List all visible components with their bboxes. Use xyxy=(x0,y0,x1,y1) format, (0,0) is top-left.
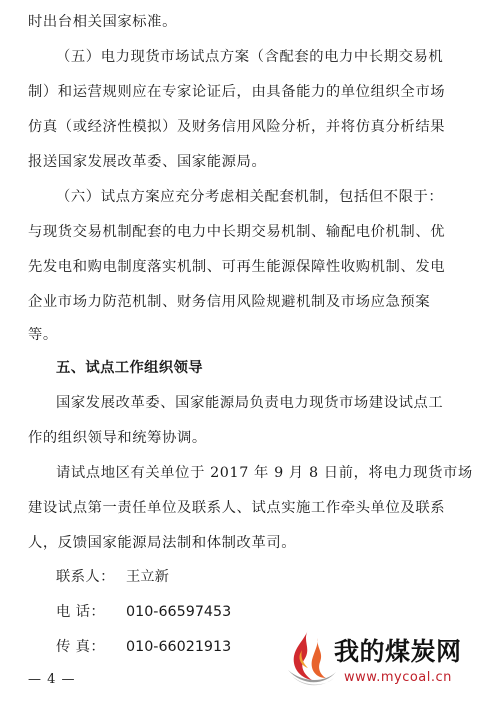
text-line-10: 等。 xyxy=(28,327,58,343)
text-line-16: 人，反馈国家能源局法制和体制改革司。 xyxy=(28,535,297,551)
text-line-12: 国家发展改革委、国家能源局负责电力现货市场建设试点工 xyxy=(56,395,444,411)
section-heading: 五、试点工作组织领导 xyxy=(56,360,203,376)
text-line-8: 先发电和购电制度落实机制、可再生能源保障性收购机制、发电 xyxy=(28,259,446,275)
text-line-1: 时出台相关国家标准。 xyxy=(28,14,177,30)
text-line-15: 建设试点第一责任单位及联系人、试点实施工作牵头单位及联系 xyxy=(28,500,446,516)
text-line-9: 企业市场力防范机制、财务信用风险规避机制及市场应急预案 xyxy=(28,294,431,310)
contact-phone-value: 010-66597453 xyxy=(126,604,232,620)
watermark-url: www.mycoal.cn xyxy=(344,670,452,685)
contact-person xyxy=(56,567,169,587)
contact-phone-label: 电 话： xyxy=(56,604,106,620)
watermark-title: 我的煤炭网 xyxy=(334,637,462,666)
contact-fax-label: 传 真： xyxy=(56,639,106,655)
text-line-6: （六）试点方案应充分考虑相关配套机制，包括但不限于： xyxy=(56,189,444,205)
flame-logo-icon xyxy=(282,626,338,690)
page-number: — 4 — xyxy=(28,672,76,687)
contact-fax-value: 010-66021913 xyxy=(126,639,232,655)
watermark xyxy=(282,622,482,698)
contact-person-value: 王立新 xyxy=(126,569,169,585)
text-line-2: （五）电力现货市场试点方案（含配套的电力中长期交易机 xyxy=(56,49,444,65)
contact-fax xyxy=(56,637,231,657)
text-line-7: 与现货交易机制配套的电力中长期交易机制、输配电价机制、优 xyxy=(28,224,446,240)
text-line-14: 请试点地区有关单位于 2017 年 9 月 8 日前，将电力现货市场 xyxy=(56,465,473,481)
text-line-5: 报送国家发展改革委、国家能源局。 xyxy=(28,154,267,170)
contact-person-label: 联系人： xyxy=(56,569,115,585)
text-line-4: 仿真（或经济性模拟）及财务信用风险分析，并将仿真分析结果 xyxy=(28,119,446,135)
text-line-13: 作的组织领导和统筹协调。 xyxy=(28,430,207,446)
contact-phone xyxy=(56,602,231,622)
text-line-3: 制）和运营规则应在专家论证后，由具备能力的单位组织全市场 xyxy=(28,84,446,100)
